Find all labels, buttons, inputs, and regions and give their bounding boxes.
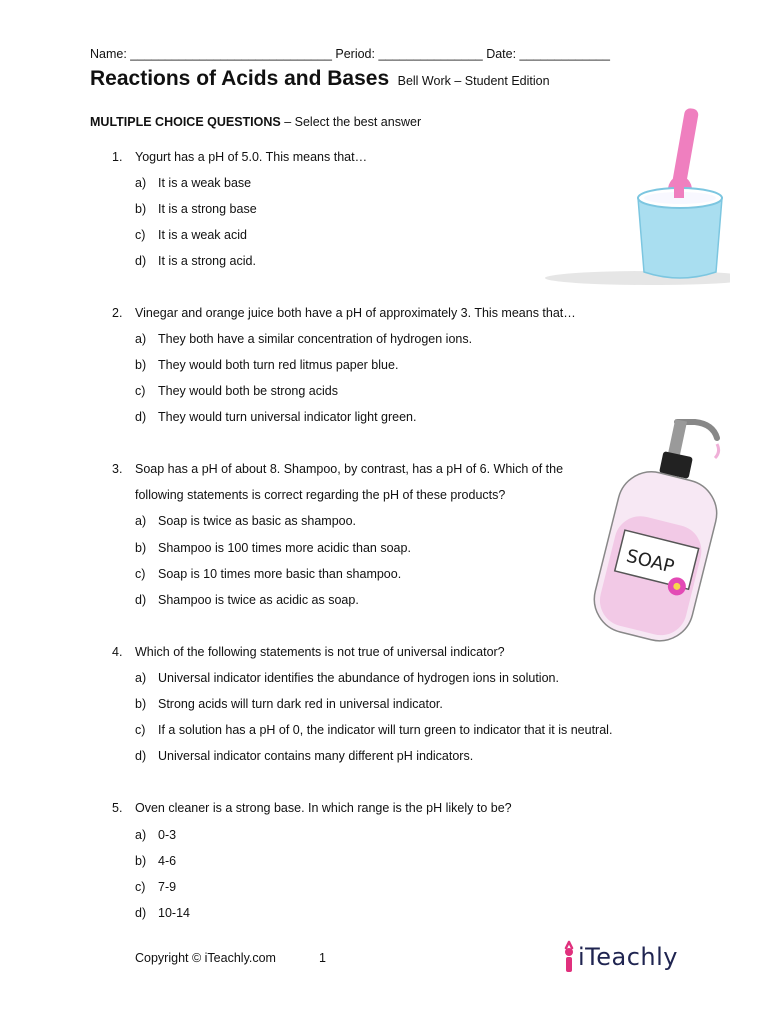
option-text: If a solution has a pH of 0, the indicator will turn green to indicator that it is neutral. — [158, 723, 613, 737]
option-letter: d) — [135, 906, 147, 920]
question-number: 2. — [112, 306, 123, 320]
option-letter: c) — [135, 723, 146, 737]
option-text: Universal indicator contains many different pH indicators. — [158, 749, 474, 763]
option-letter: b) — [135, 697, 147, 711]
question-text: Vinegar and orange juice both have a pH of approximately 3. This means that… — [135, 306, 576, 320]
option-text: 4-6 — [158, 854, 177, 868]
option-text: It is a weak acid — [158, 228, 247, 242]
option-text: Universal indicator identifies the abundance of hydrogen ions in solution. — [158, 671, 559, 685]
option-text: Shampoo is 100 times more acidic than soap. — [158, 541, 411, 555]
question-text: Yogurt has a pH of 5.0. This means that… — [135, 150, 368, 164]
logo-figure-icon — [560, 940, 578, 974]
option-text: Shampoo is twice as acidic as soap. — [158, 593, 359, 607]
option-text: They would both be strong acids — [158, 384, 338, 398]
soap-label: SOAP — [624, 545, 677, 578]
option-letter: c) — [135, 567, 146, 581]
question-text: Oven cleaner is a strong base. In which range is the pH likely to be? — [135, 801, 512, 815]
section-heading-rest: – Select the best answer — [280, 115, 422, 129]
option-text: Soap is 10 times more basic than shampoo. — [158, 567, 402, 581]
option-letter: a) — [135, 176, 147, 190]
name-period-date-line: Name: _____________________________ Period: _______________ Date: _____________ — [90, 47, 610, 61]
option-letter: b) — [135, 202, 147, 216]
section-heading — [90, 115, 421, 129]
option-letter: a) — [135, 514, 147, 528]
iteachly-logo — [560, 937, 678, 977]
option-text: It is a weak base — [158, 176, 252, 190]
option-text: 10-14 — [158, 906, 190, 920]
option-letter: b) — [135, 541, 147, 555]
option-text: They would turn universal indicator light green. — [158, 410, 417, 424]
option-text: 0-3 — [158, 828, 177, 842]
option-text: They would both turn red litmus paper blue. — [158, 358, 399, 372]
option-letter: c) — [135, 384, 146, 398]
copyright-text: Copyright © iTeachly.com — [135, 951, 276, 965]
option-letter: b) — [135, 854, 147, 868]
logo-text: iTeachly — [578, 943, 678, 971]
question-number: 3. — [112, 462, 123, 476]
title-row — [90, 67, 550, 91]
option-letter: c) — [135, 228, 146, 242]
option-text: They both have a similar concentration of hydrogen ions. — [158, 332, 473, 346]
option-letter: c) — [135, 880, 146, 894]
option-text: It is a strong acid. — [158, 254, 256, 268]
soap-bottle-icon — [585, 410, 725, 655]
page-number: 1 — [319, 951, 326, 965]
yogurt-cup-icon — [540, 90, 730, 295]
option-letter: d) — [135, 749, 147, 763]
option-text: It is a strong base — [158, 202, 257, 216]
question-text-continued: following statements is correct regarding the pH of these products? — [135, 488, 506, 502]
question-number: 5. — [112, 801, 123, 815]
option-letter: a) — [135, 828, 147, 842]
page-title: Reactions of Acids and Bases — [90, 67, 390, 90]
section-heading-bold: MULTIPLE CHOICE QUESTIONS — [90, 115, 281, 129]
question-number: 1. — [112, 150, 123, 164]
option-letter: a) — [135, 332, 147, 346]
option-letter: a) — [135, 671, 147, 685]
option-text: Strong acids will turn dark red in universal indicator. — [158, 697, 443, 711]
option-text: Soap is twice as basic as shampoo. — [158, 514, 357, 528]
question-text: Which of the following statements is not true of universal indicator? — [135, 645, 505, 659]
option-letter: d) — [135, 410, 147, 424]
page-subtitle: Bell Work – Student Edition — [397, 74, 550, 88]
question-text: Soap has a pH of about 8. Shampoo, by contrast, has a pH of 6. Which of the — [135, 462, 564, 476]
option-letter: b) — [135, 358, 147, 372]
option-letter: d) — [135, 593, 147, 607]
option-letter: d) — [135, 254, 147, 268]
question-number: 4. — [112, 645, 123, 659]
option-text: 7-9 — [158, 880, 177, 894]
